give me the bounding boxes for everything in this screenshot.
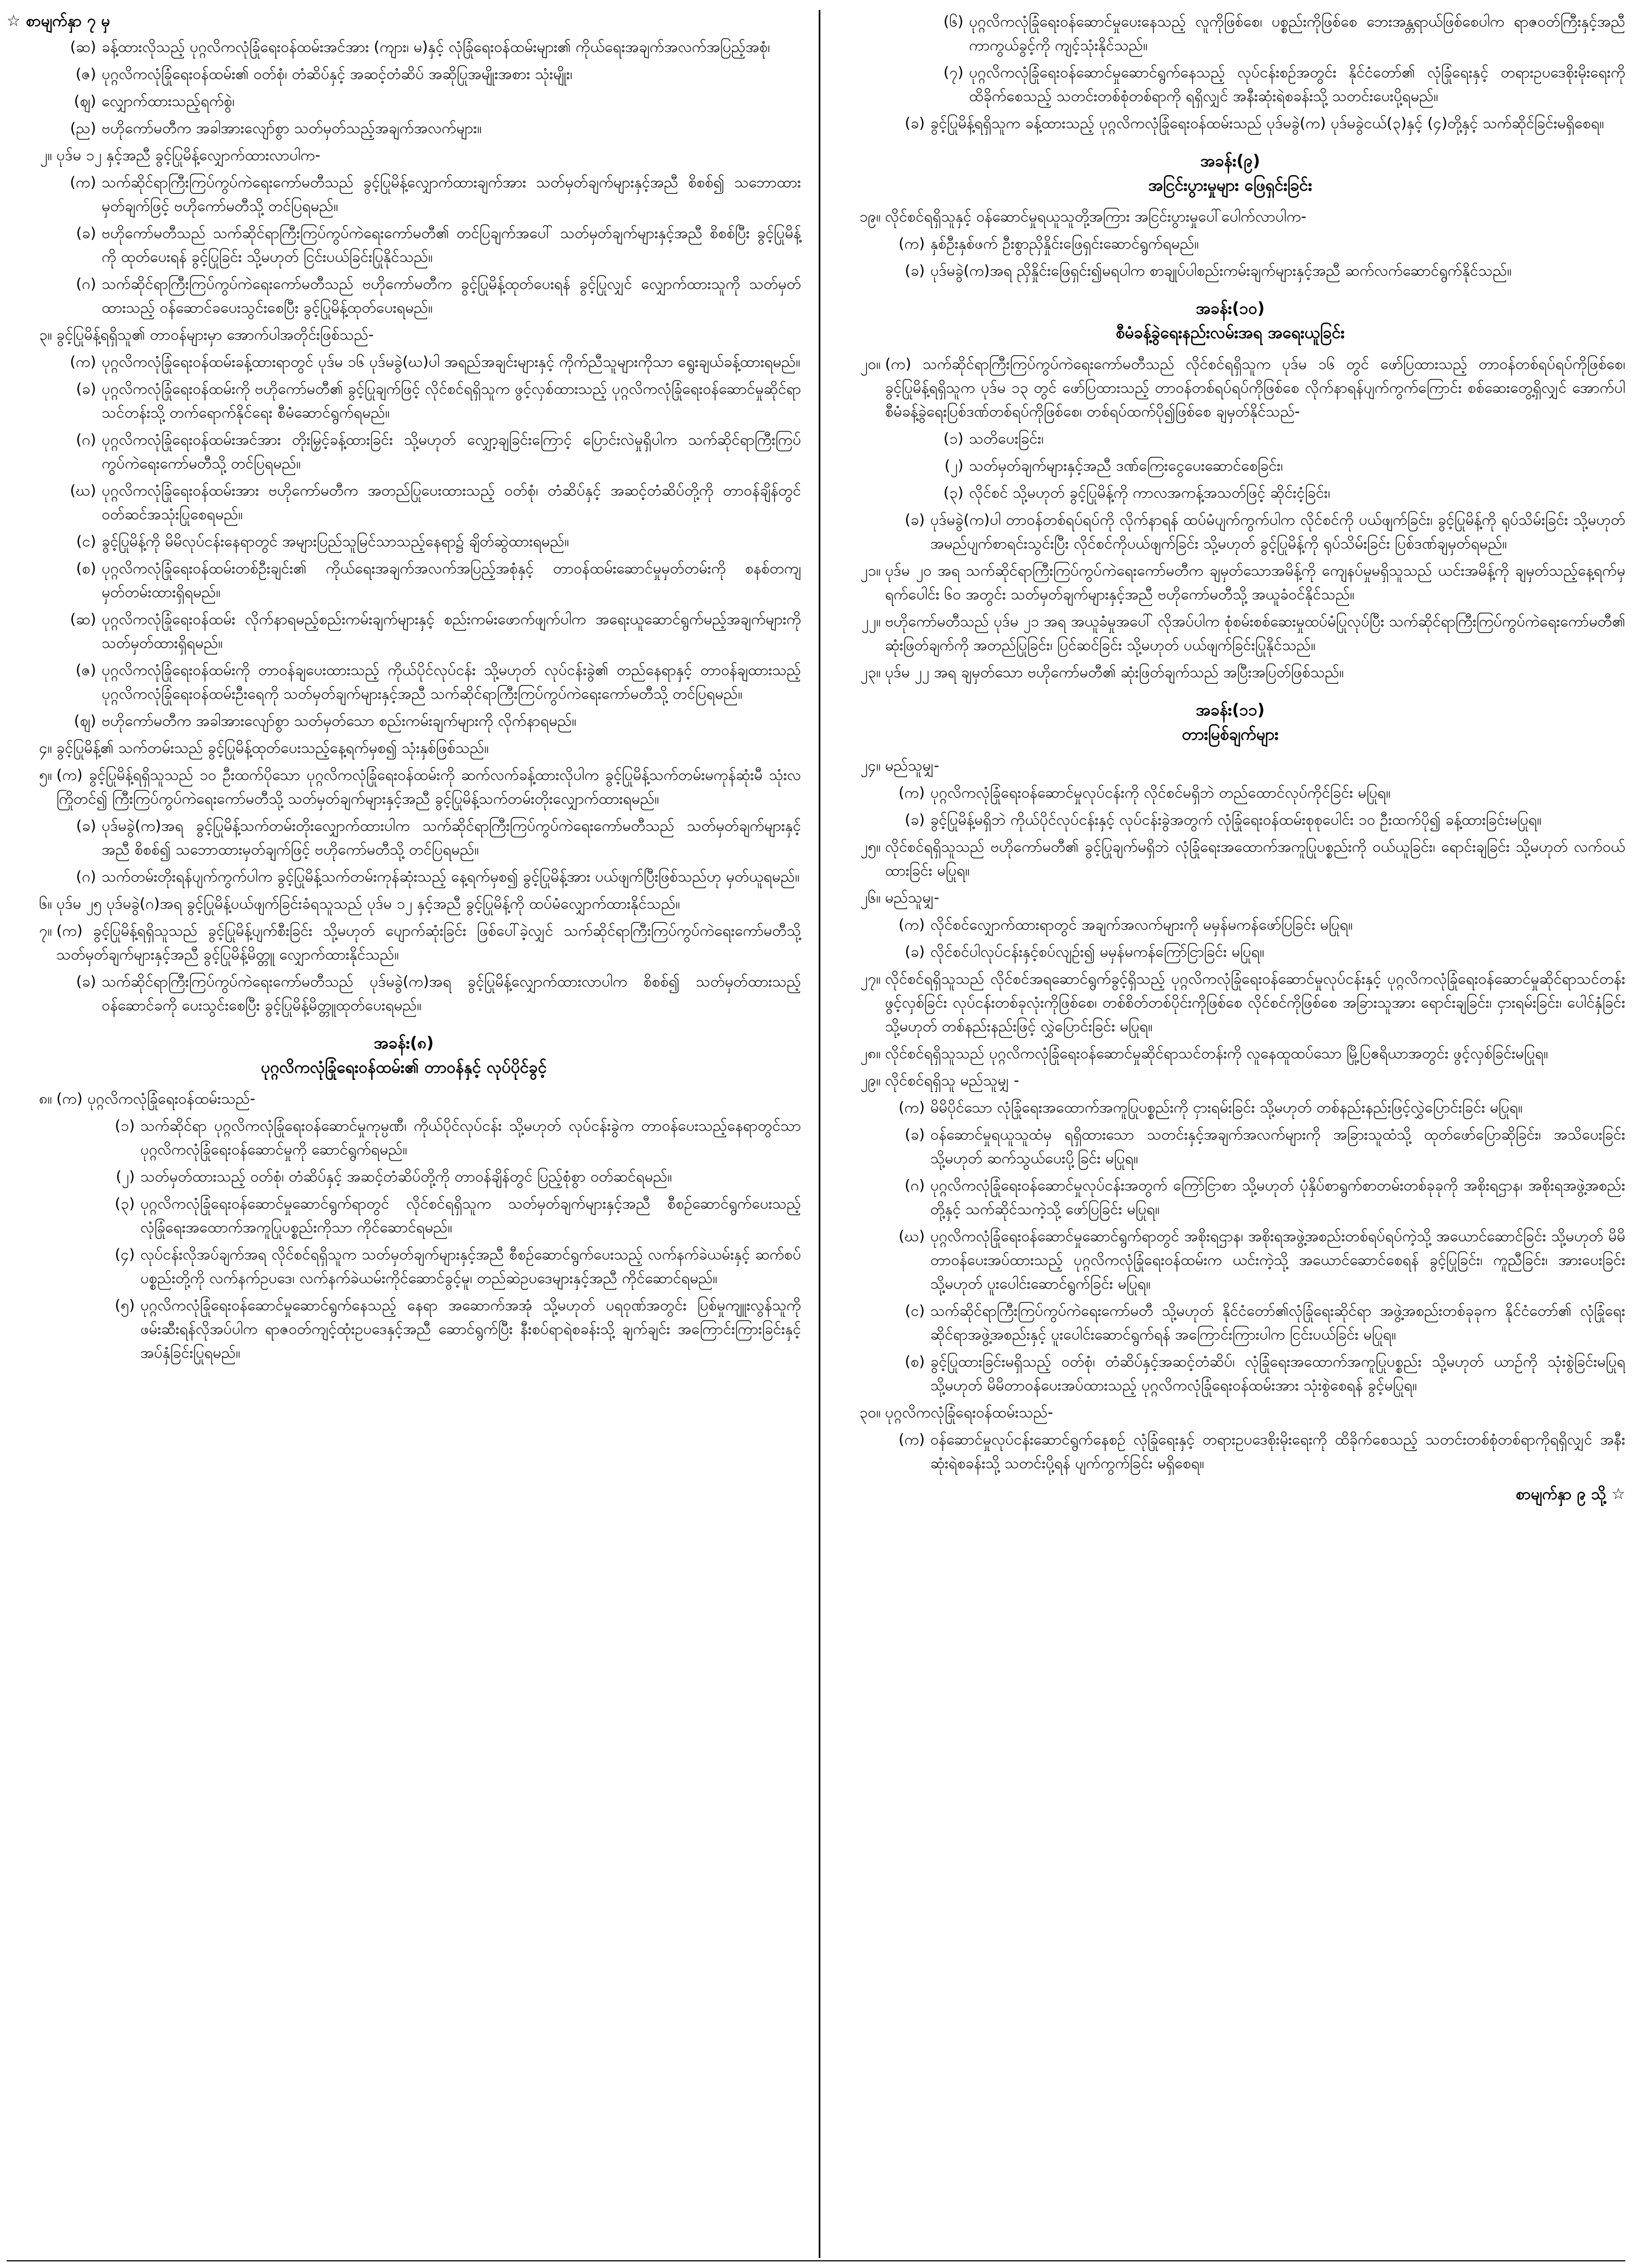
subsection-paragraph xyxy=(7,171,801,218)
clause-number: ၅။ xyxy=(39,767,52,784)
clause-number: (က) xyxy=(70,174,96,191)
chapter-heading: အခန်း(၁၀) xyxy=(1195,299,1265,318)
clause-number: (၅) xyxy=(114,1297,135,1314)
clause-paragraph xyxy=(7,1114,801,1162)
chapter-heading: အခန်း(၁၁) xyxy=(1195,700,1265,719)
clause-text: ပုဒ်မခွဲ(က)ပါ တာဝန်တစ်ရပ်ရပ်ကို လိုက်နာရန် ထပ်မံပျက်ကွက်ပါက လိုင်စင်ကို ပယ်ဖျက်ခြင်း၊ ခွင့်ပြုမိန့်ကို ရုပ်သိမ်းခြင်း သို့မဟုတ် အမည်ပျက်စာရင်းသွင်းပြီး လိုင်စင်ကိုပယ်ဖျက်ခြင်း သို့မဟုတ် ခွင့်ပြုမိန့်ကို ရုပ်သိမ်းခြင်း ပြစ်ဒဏ်ချမှတ်ရမည်။ xyxy=(930,511,1625,552)
subsection-paragraph xyxy=(7,557,801,604)
clause-text: ခွင့်ပြုမိန့်မရှိဘဲ ကိုယ်ပိုင်လုပ်ငန်းနှင့် လုပ်ငန်းခွဲအတွက် လုံခြုံရေးဝန်ထမ်းစုစုပေါင်း ၁၀ ဦးထက်ပို၍ ခန့်ထားခြင်းမပြုရ။ xyxy=(930,811,1542,829)
clause-text: ပုဂ္ဂလိကလုံခြုံရေးဝန်ထမ်းအင်အား တိုးမြှင့်ခန့်ထားခြင်း သို့မဟုတ် လျှော့ချခြင်းကြောင့် ပြောင်းလဲမှုရှိပါက သက်ဆိုင်ရာကြီးကြပ်ကွပ်ကဲရေးကော်မတီသို့ တင်ပြရမည်။ xyxy=(102,431,801,472)
clause-number: (ခ) xyxy=(904,511,925,529)
subsection-paragraph xyxy=(835,1174,1625,1221)
clause-number: (စ) xyxy=(76,560,96,577)
clause-text: ပုဂ္ဂလိကလုံခြုံရေးဝန်ဆောင်မှုဆောင်ရွက်နေသည့် နေရာ အဆောက်အအုံ သို့မဟုတ် ပရဝုဏ်အတွင်း ပြစ်မှုကျူးလွန်သူကို ဖမ်းဆီးရန်လိုအပ်ပါက ရာဇဝတ်ကျင့်ထုံးဥပဒေနှင့်အညီ ဆောင်ရွက်ပြီး နီးစပ်ရာရဲစခန်းသို့ ချက်ချင်း အကြောင်းကြားခြင်းနှင့် အပ်နှံခြင်းပြုရမည်။ xyxy=(140,1297,801,1362)
clause-text: လိုင်စင်ရရှိသူသည် ပုဂ္ဂလိကလုံခြုံရေးဝန်ဆောင်မှုဆိုင်ရာသင်တန်းကို လူနေထူထပ်သော မြို့ပြဧရိယာအတွင်း ဖွင့်လှစ်ခြင်းမပြုရ။ xyxy=(885,1045,1548,1062)
clause-text: ပုဂ္ဂလိကလုံခြုံရေးဝန်ဆောင်မှုဆောင်ရွက်ရာတွင် လိုင်စင်ရရှိသူက သတ်မှတ်ချက်များနှင့်အညီ စီစဉ်ဆောင်ရွက်ပေးသည့် လုံခြုံရေးအထောက်အကူပြုပစ္စည်းကိုသာ ကိုင်ဆောင်ရမည်။ xyxy=(140,1195,801,1236)
clause-text: ဗဟိုကော်မတီက အခါအားလျော်စွာ သတ်မှတ်သည့်အချက်အလက်များ။ xyxy=(102,120,482,137)
subsection-paragraph xyxy=(835,1299,1625,1347)
subsection-paragraph xyxy=(835,259,1625,283)
clause-number: (ဇ) xyxy=(75,662,96,679)
clause-text: ပုဂ္ဂလိကလုံခြုံရေးဝန်ထမ်းခန့်ထားရာတွင် ပုဒ်မ ၁၆ ပုဒ်မခွဲ(ဃ)ပါ အရည်အချင်းများနှင့် ကိုက်ညီသူများကိုသာ ရွေးချယ်ခန့်ထားရမည်။ xyxy=(102,354,800,371)
section-paragraph xyxy=(835,754,1625,778)
clause-number: (ခ) xyxy=(76,973,96,990)
clause-number: ၂၉။ xyxy=(860,1072,881,1089)
clause-text: ခွင့်ပြုမိန့်ရရှိသူ၏ တာဝန်များမှာ အောက်ပါအတိုင်းဖြစ်သည်- xyxy=(56,326,374,344)
clause-text: မည်သူမျှ- xyxy=(885,889,940,906)
clause-number: ၂၄။ xyxy=(860,757,881,774)
clause-text: သက်ဆိုင်ရာ ပုဂ္ဂလိကလုံခြုံရေးဝန်ဆောင်မှုကုမ္ပဏီ၊ ကိုယ်ပိုင်လုပ်ငန်း သို့မဟုတ် လုပ်ငန်းခွဲက တာဝန်ပေးသည့်နေရာတွင်သာ ပုဂ္ဂလိကလုံခြုံရေးဝန်ဆောင်မှုကို ဆောင်ရွက်ရမည်။ xyxy=(140,1117,801,1158)
clause-text: ပုဂ္ဂလိကလုံခြုံရေးဝန်ဆောင်မှုဆောင်ရွက်နေသည့် လုပ်ငန်းစဉ်အတွင်း နိုင်ငံတော်၏ လုံခြုံရေးနှင့် တရားဥပဒေစိုးမိုးရေးကို ထိခိုက်စေသည့် သတင်းတစ်စုံတစ်ရာကို ရရှိလျှင် အနီးဆုံးရဲစခန်းသို့ သတင်းပေးပို့ရမည်။ xyxy=(969,64,1625,105)
subsection-paragraph xyxy=(7,89,801,113)
clause-number: ၂၇။ xyxy=(860,971,881,988)
clause-text: ဝန်ဆောင်မှုရယူသူထံမှ ရရှိထားသော သတင်းနှင့်အချက်အလက်များကို အခြားသူထံသို့ ထုတ်ဖော်ပြောဆိုခြင်း၊ အသိပေးခြင်း သို့မဟုတ် ဆက်သွယ်ပေးပို့ခြင်း မပြုရ။ xyxy=(930,1126,1625,1167)
section-paragraph xyxy=(835,1069,1625,1093)
clause-text: (က) ပုဂ္ဂလိကလုံခြုံရေးဝန်ထမ်းသည်- xyxy=(56,1090,256,1107)
clause-number: (ဃ) xyxy=(70,482,96,499)
subsection-paragraph xyxy=(835,913,1625,937)
clause-number: ၄။ xyxy=(39,740,52,757)
chapter-heading: အခန်း(၉) xyxy=(1200,151,1261,170)
subsection-paragraph xyxy=(7,608,801,655)
clause-text: လိုင်စင် သို့မဟုတ် ခွင့်ပြုမိန့်ကို ကာလအကန့်အသတ်ဖြင့် ဆိုင်းငံ့ခြင်း၊ xyxy=(969,484,1330,502)
clause-number: (င) xyxy=(76,533,96,550)
clause-text: ပုဂ္ဂလိကလုံခြုံရေးဝန်ထမ်း လိုက်နာရမည့်စည်းကမ်းချက်များနှင့် စည်းကမ်းဖောက်ဖျက်ပါက အရေးယူဆောင်ရွက်မည့်အချက်များကို သတ်မှတ်ထားရှိရမည်။ xyxy=(102,611,801,652)
clause-text: ခွင့်ပြုမိန့်ရရှိသူက ခန့်ထားသည့် ပုဂ္ဂလိကလုံခြုံရေးဝန်ထမ်းသည် ပုဒ်မခွဲ(က) ပုဒ်မခွဲငယ်(၃)နှင့် (၄)တို့နှင့် သက်ဆိုင်ခြင်းမရှိစေရ။ xyxy=(930,115,1604,132)
clause-text: လိုင်စင်ရရှိသူနှင့် ဝန်ဆောင်မှုရယူသူတို့အကြား အငြင်းပွားမှုပေါ်ပေါက်လာပါက- xyxy=(885,208,1307,225)
clause-text: သက်ဆိုင်ရာကြီးကြပ်ကွပ်ကဲရေးကော်မတီ သို့မဟုတ် နိုင်ငံတော်၏လုံခြုံရေးဆိုင်ရာ အဖွဲ့အစည်းတစ်ခုခုက နိုင်ငံတော်၏ လုံခြုံရေးဆိုင်ရာအဖွဲ့အစည်းနှင့် ပူးပေါင်းဆောင်ရွက်ရန် အကြောင်းကြားပါက ငြင်းပယ်ခြင်း မပြုရ။ xyxy=(930,1302,1625,1343)
clause-text: သက်ဆိုင်ရာကြီးကြပ်ကွပ်ကဲရေးကော်မတီသည် ဗဟိုကော်မတီက ခွင့်ပြုမိန့်ထုတ်ပေးရန် ခွင့်ပြုလျှင် လျှောက်ထားသူကို သတ်မှတ်ထားသည့် ဝန်ဆောင်ခပေးသွင်းစေပြီး ခွင့်ပြုမိန့်ထုတ်ပေးရမည်။ xyxy=(102,276,801,317)
clause-text: ဝန်ဆောင်မှုလုပ်ငန်းဆောင်ရွက်နေစဉ် လုံခြုံရေးနှင့် တရားဥပဒေစိုးမိုးရေးကို ထိခိုက်စေသည့် သတင်းတစ်စုံတစ်ရာကိုရရှိလျှင် အနီးဆုံးရဲစခန်းသို့ သတင်းပို့ရန် ပျက်ကွက်ခြင်း မရှိစေရ။ xyxy=(930,1431,1625,1472)
chapter-title: အငြင်းပွားမှုများ ဖြေရှင်းခြင်း xyxy=(1148,176,1313,194)
clause-text: လိုင်စင်ရရှိသူ မည်သူမျှ - xyxy=(885,1072,1019,1089)
clause-text: ပုဒ်မခွဲ(က)အရ ညှိနှိုင်းဖြေရှင်း၍မရပါက စာချုပ်ပါစည်းကမ်းချက်များနှင့်အညီ ဆက်လက်ဆောင်ရွက်နိုင်သည်။ xyxy=(930,262,1512,279)
clause-text: သတိပေးခြင်း၊ xyxy=(969,430,1044,447)
clause-number: ၃၀။ xyxy=(859,1404,881,1421)
page-bottom-rule xyxy=(7,2260,1625,2261)
clause-text: ခွင့်ပြုထားခြင်းမရှိသည့် ဝတ်စုံ၊ တံဆိပ်နှင့်အဆင့်တံဆိပ်၊ လုံခြုံရေးအထောက်အကူပြုပစ္စည်း သို့မဟုတ် ယာဉ်ကို သုံးစွဲခြင်းမပြုရ သို့မဟုတ် မိမိတာဝန်ပေးအပ်ထားသည့် ပုဂ္ဂလိကလုံခြုံရေးဝန်ထမ်းအား သုံးစွဲစေရန် ခွင့်မပြုရ။ xyxy=(930,1353,1625,1394)
clause-text: ပုဂ္ဂလိကလုံခြုံရေးဝန်ဆောင်မှုပေးနေသည့် လူကိုဖြစ်စေ၊ ပစ္စည်းကိုဖြစ်စေ ဘေးအန္တရာယ်ဖြစ်စေပါက ရာဇဝတ်ကြီးနှင့်အညီ ကာကွယ်ခွင့်ကို ကျင့်သုံးနိုင်သည်။ xyxy=(969,13,1625,54)
clause-text: လိုင်စင်ရရှိသူသည် လိုင်စင်အရဆောင်ရွက်ခွင့်ရှိသည့် ပုဂ္ဂလိကလုံခြုံရေးဝန်ဆောင်မှုလုပ်ငန်းနှင့် ပုဂ္ဂလိကလုံခြုံရေးဝန်ဆောင်မှုဆိုင်ရာသင်တန်းဖွင့်လှစ်ခြင်း လုပ်ငန်းတစ်ခုလုံးကိုဖြစ်စေ၊ တစ်စိတ်တစ်ပိုင်းကိုဖြစ်စေ လိုင်စင်ကိုဖြစ်စေ အခြားသူအား ရောင်းချခြင်း၊ ငှားရမ်းခြင်း၊ ပေါင်နှံခြင်း သို့မဟုတ် တစ်နည်းနည်းဖြင့် လွှဲပြောင်းခြင်း မပြုရ။ xyxy=(885,971,1625,1035)
clause-text: လိုင်စင်ရရှိသူသည် ဗဟိုကော်မတီ၏ ခွင့်ပြုချက်မရှိဘဲ လုံခြုံရေးအထောက်အကူပြုပစ္စည်းကို ဝယ်ယူခြင်း၊ ရောင်းချခြင်း သို့မဟုတ် လက်ဝယ်ထားခြင်း မပြုရ။ xyxy=(885,838,1625,879)
clause-text: သက်တမ်းတိုးရန်ပျက်ကွက်ပါက ခွင့်ပြုမိန့်သက်တမ်းကုန်ဆုံးသည့် နေ့ရက်မှစ၍ ခွင့်ပြုမိန့်အား ပယ်ဖျက်ပြီးဖြစ်သည်ဟု မှတ်ယူရမည်။ xyxy=(102,868,800,885)
clause-number: (၁) xyxy=(943,430,963,447)
section-paragraph xyxy=(835,610,1625,657)
section-paragraph xyxy=(835,886,1625,910)
clause-number: ၂၀။ xyxy=(860,356,881,373)
clause-text: ပုဂ္ဂလိကလုံခြုံရေးဝန်ဆောင်မှုလုပ်ငန်းအတွက် ကြော်ငြာစာ သို့မဟုတ် ပုံနှိပ်စာရွက်စာတမ်းတစ်ခုခုကို အစိုးရဌာန၊ အစိုးရအဖွဲ့အစည်းတို့နှင့် သက်ဆိုင်သကဲ့သို့ ဖော်ပြခြင်း မပြုရ။ xyxy=(930,1177,1625,1218)
clause-number: ၂၈။ xyxy=(860,1045,881,1062)
clause-number: (၁) xyxy=(114,1117,135,1135)
clause-number: (ခ) xyxy=(76,817,96,835)
clause-paragraph xyxy=(7,1165,801,1189)
clause-number: (၇) xyxy=(943,64,963,81)
clause-paragraph xyxy=(835,427,1625,451)
clause-text: ပုဂ္ဂလိကလုံခြုံရေးဝန်ထမ်းတစ်ဦးချင်း၏ ကိုယ်ရေးအချက်အလက်အပြည့်အစုံနှင့် တာဝန်ထမ်းဆောင်မှုမှတ်တမ်းကို စနစ်တကျမှတ်တမ်းထားရှိရမည်။ xyxy=(102,560,801,601)
clause-text: သက်ဆိုင်ရာကြီးကြပ်ကွပ်ကဲရေးကော်မတီသည် ပုဒ်မခွဲ(က)အရ ခွင့်ပြုမိန့်လျှောက်ထားလာပါက စိစစ်၍ သတ်မှတ်ထားသည့်ဝန်ဆောင်ခကို ပေးသွင်းစေပြီး ခွင့်ပြုမိန့်မိတ္တူထုတ်ပေးရမည်။ xyxy=(102,973,801,1014)
subsection-paragraph xyxy=(7,428,801,476)
clause-text: ပုဂ္ဂလိကလုံခြုံရေးဝန်ဆောင်မှုဆောင်ရွက်ရာတွင် အစိုးရဌာန၊ အစိုးရအဖွဲ့အစည်းတစ်ရပ်ရပ်ကဲ့သို့ အယောင်ဆောင်ခြင်း သို့မဟုတ် မိမိတာဝန်ပေးအပ်ထားသည့် ပုဂ္ဂလိကလုံခြုံရေးဝန်ထမ်းက ယင်းကဲ့သို့ အယောင်ဆောင်စေရန် ခွင့်ပြုခြင်း၊ ကူညီခြင်း၊ အားပေးခြင်း သို့မဟုတ် ပူးပေါင်းဆောင်ရွက်ခြင်း မပြုရ။ xyxy=(930,1228,1625,1293)
section-paragraph xyxy=(7,144,801,167)
clause-number: (၆) xyxy=(943,13,963,30)
clause-number: (က) xyxy=(898,235,925,252)
clause-number: (ဈ) xyxy=(73,713,96,730)
clause-text: ဗဟိုကော်မတီသည် ပုဒ်မ ၂၁ အရ အယူခံမှုအပေါ် လိုအပ်ပါက စုံစမ်းစစ်ဆေးမှုထပ်မံပြုလုပ်ပြီး သက်ဆိုင်ရာကြီးကြပ်ကွပ်ကဲရေးကော်မတီ၏ ဆုံးဖြတ်ချက်ကို အတည်ပြုခြင်း၊ ပြင်ဆင်ခြင်း သို့မဟုတ် ပယ်ဖျက်ခြင်းပြုနိုင်သည်။ xyxy=(885,613,1625,654)
clause-number: (ဇ) xyxy=(75,66,96,83)
clause-number: (က) xyxy=(898,1431,925,1448)
chapter-heading: အခန်း(၈) xyxy=(373,1033,434,1052)
clause-number: (ဆ) xyxy=(70,39,96,56)
subsection-paragraph xyxy=(7,221,801,269)
subsection-paragraph xyxy=(835,1225,1625,1296)
clause-text: မည်သူမျှ- xyxy=(885,757,940,774)
clause-number: (ခ) xyxy=(904,262,925,279)
clause-number: ၂။ xyxy=(40,147,52,164)
clause-paragraph xyxy=(7,1294,801,1365)
clause-number: (ခ) xyxy=(76,381,96,398)
clause-number: (ခ) xyxy=(76,225,96,242)
section-paragraph xyxy=(7,323,801,347)
clause-paragraph xyxy=(7,1243,801,1290)
clause-number: ၁၉။ xyxy=(859,208,881,225)
section-paragraph xyxy=(835,661,1625,684)
clause-text: လျှောက်ထားသည့်ရက်စွဲ၊ xyxy=(102,93,235,110)
clause-number: (ဃ) xyxy=(898,1228,925,1245)
clause-paragraph xyxy=(835,61,1625,108)
left-column xyxy=(7,10,809,2258)
clause-number: ၃။ xyxy=(39,326,52,344)
clause-text: ပုဒ်မ ၂၀ အရ သက်ဆိုင်ရာကြီးကြပ်ကွပ်ကဲရေးကော်မတီက ချမှတ်သောအမိန့်ကို ကျေနပ်မှုမရှိသူသည် ယင်းအမိန့်ကို ချမှတ်သည့်နေ့ရက်မှ ရက်ပေါင်း ၆၀ အတွင်း သတ်မှတ်ချက်များနှင့်အညီ ဗဟိုကော်မတီသို့ အယူခံဝင်နိုင်သည်။ xyxy=(885,562,1625,603)
clause-number: (၂) xyxy=(115,1168,135,1185)
section-paragraph xyxy=(7,736,801,760)
subsection-paragraph xyxy=(7,530,801,553)
subsection-paragraph xyxy=(835,1096,1625,1120)
clause-text: ခန့်ထားလိုသည့် ပုဂ္ဂလိကလုံခြုံရေးဝန်ထမ်းအင်အား (ကျား၊ မ)နှင့် လုံခြုံရေးဝန်ထမ်းများ၏ ကိုယ်ရေးအချက်အလက်အပြည့်အစုံ၊ xyxy=(102,39,770,56)
section-paragraph xyxy=(7,919,801,967)
clause-number: ၂၁။ xyxy=(860,562,881,579)
clause-number: ၆။ xyxy=(39,895,52,913)
subsection-paragraph xyxy=(7,377,801,425)
clause-number: ၂၆။ xyxy=(860,889,881,906)
clause-paragraph xyxy=(7,1192,801,1240)
subsection-paragraph xyxy=(7,350,801,374)
clause-text: ပုဂ္ဂလိကလုံခြုံရေးဝန်ထမ်းကို ဗဟိုကော်မတီ၏ ခွင့်ပြုချက်ဖြင့် လိုင်စင်ရရှိသူက ဖွင့်လှစ်ထားသည့် ပုဂ္ဂလိကလုံခြုံရေးဝန်ဆောင်မှုဆိုင်ရာသင်တန်းသို့ တက်ရောက်နိုင်ရေး စီမံဆောင်ရွက်ရမည်။ xyxy=(102,381,801,421)
clause-number: (ည) xyxy=(70,120,96,137)
clause-number: (၃) xyxy=(114,1195,135,1212)
section-paragraph xyxy=(835,205,1625,229)
clause-text: (က) ခွင့်ပြုမိန့်ရရှိသူသည် ခွင့်ပြုမိန့်ပျက်စီးခြင်း သို့မဟုတ် ပျောက်ဆုံးခြင်း ဖြစ်ပေါ်ခဲ့လျှင် သက်ဆိုင်ရာကြီးကြပ်ကွပ်ကဲရေးကော်မတီသို့ သတ်မှတ်ချက်များနှင့်အညီ ခွင့်ပြုမိန့်မိတ္တူ လျှောက်ထားနိုင်သည်။ xyxy=(56,922,801,963)
column-divider xyxy=(819,10,820,2258)
subsection-paragraph xyxy=(7,35,801,59)
subsection-paragraph xyxy=(835,1428,1625,1475)
clause-number: (ခ) xyxy=(904,1126,925,1143)
section-paragraph xyxy=(835,559,1625,606)
section-paragraph xyxy=(835,967,1625,1038)
clause-number: (ဂ) xyxy=(76,431,96,449)
clause-text: (က) ခွင့်ပြုမိန့်ရရှိသူသည် ၁၀ ဦးထက်ပိုသော ပုဂ္ဂလိကလုံခြုံရေးဝန်ထမ်းကို ဆက်လက်ခန့်ထားလိုပါက ခွင့်ပြုမိန့်သက်တမ်းမကုန်ဆုံးမီ သုံးလကြိုတင်၍ ကြီးကြပ်ကွပ်ကဲရေးကော်မတီသို့ သတ်မှတ်ချက်များနှင့်အညီ ခွင့်ပြုမိန့်သက်တမ်းတိုးလျှောက်ထားရမည်။ xyxy=(56,767,801,808)
subsection-paragraph xyxy=(835,940,1625,964)
clause-paragraph xyxy=(835,454,1625,478)
continued-on-footer: စာမျက်နှာ ၉ သို့ ☆ xyxy=(1515,1485,1625,1503)
clause-text: ဗဟိုကော်မတီသည် သက်ဆိုင်ရာကြီးကြပ်ကွပ်ကဲရေးကော်မတီ၏ တင်ပြချက်အပေါ် သတ်မှတ်ချက်များနှင့်အညီ စိစစ်ပြီး ခွင့်ပြုမိန့်ကို ထုတ်ပေးရန် ခွင့်ပြုခြင်း သို့မဟုတ် ငြင်းပယ်ခြင်းပြုနိုင်သည်။ xyxy=(102,225,801,266)
subsection-paragraph xyxy=(7,865,801,889)
subsection-paragraph xyxy=(835,781,1625,805)
clause-number: ၈။ xyxy=(39,1090,52,1107)
clause-text: ပုဒ်မ ၁၂ နှင့်အညီ ခွင့်ပြုမိန့်လျှောက်ထားလာပါက- xyxy=(56,147,320,164)
clause-text: သက်ဆိုင်ရာကြီးကြပ်ကွပ်ကဲရေးကော်မတီသည် ခွင့်ပြုမိန့်လျှောက်ထားချက်အား သတ်မှတ်ချက်များနှင့်အညီ စိစစ်၍ သဘောထားမှတ်ချက်ဖြင့် ဗဟိုကော်မတီသို့ တင်ပြရမည်။ xyxy=(102,174,801,215)
clause-text: လိုင်စင်ပါလုပ်ငန်းနှင့်စပ်လျဉ်း၍ မမှန်မကန်ကြော်ငြာခြင်း မပြုရ။ xyxy=(930,943,1265,961)
clause-paragraph xyxy=(835,10,1625,57)
clause-number: (ခ) xyxy=(904,115,925,132)
clause-number: (က) xyxy=(898,916,925,933)
section-paragraph xyxy=(835,1401,1625,1425)
clause-text: ပုဂ္ဂလိကလုံခြုံရေးဝန်ဆောင်မှုလုပ်ငန်းကို လိုင်စင်မရှိဘဲ တည်ထောင်လုပ်ကိုင်ခြင်း မပြုရ။ xyxy=(930,784,1390,801)
continued-from-header: ☆ စာမျက်နှာ ၇ မှ xyxy=(7,12,110,30)
subsection-paragraph xyxy=(7,62,801,86)
clause-text: ပုဒ်မ ၂၂ အရ ချမှတ်သော ဗဟိုကော်မတီ၏ ဆုံးဖြတ်ချက်သည် အပြီးအပြတ်ဖြစ်သည်။ xyxy=(885,664,1344,681)
subsection-paragraph xyxy=(835,1123,1625,1170)
clause-text: ပုဒ်မ ၂၅ ပုဒ်မခွဲ(ဂ)အရ ခွင့်ပြုမိန့်ပယ်ဖျက်ခြင်းခံရသူသည် ပုဒ်မ ၁၂ နှင့်အညီ ခွင့်ပြုမိန့်ကို ထပ်မံလျှောက်ထားနိုင်သည်။ xyxy=(56,895,680,913)
clause-text: (က) သက်ဆိုင်ရာကြီးကြပ်ကွပ်ကဲရေးကော်မတီသည် လိုင်စင်ရရှိသူက ပုဒ်မ ၁၆ တွင် ဖော်ပြထားသည့် တာဝန်တစ်ရပ်ရပ်ကိုဖြစ်စေ၊ ခွင့်ပြုမိန့်ရရှိသူက ပုဒ်မ ၁၃ တွင် ဖော်ပြထားသည့် တာဝန်တစ်ရပ်ရပ်ကိုဖြစ်စေ လိုက်နာရန်ပျက်ကွက်ကြောင်း စစ်ဆေးတွေ့ရှိလျှင် အောက်ပါစီမံခန့်ခွဲရေးပြစ်ဒဏ်တစ်ရပ်ကိုဖြစ်စေ၊ တစ်ရပ်ထက်ပို၍ဖြစ်စေ ချမှတ်နိုင်သည်- xyxy=(885,356,1625,420)
clause-number: (ဈ) xyxy=(73,93,96,110)
clause-number: ၂၃။ xyxy=(860,664,881,681)
section-paragraph xyxy=(835,835,1625,883)
clause-number: (၃) xyxy=(943,484,963,502)
subsection-paragraph xyxy=(835,508,1625,556)
subsection-paragraph xyxy=(835,1350,1625,1397)
subsection-paragraph xyxy=(7,709,801,733)
clause-number: ၂၅။ xyxy=(860,838,881,856)
clause-text: ပုဂ္ဂလိကလုံခြုံရေးဝန်ထမ်းကို တာဝန်ချပေးထားသည့် ကိုယ်ပိုင်လုပ်ငန်း သို့မဟုတ် လုပ်ငန်းခွဲ၏ တည်နေရာနှင့် တာဝန်ချထားသည့် ပုဂ္ဂလိကလုံခြုံရေးဝန်ထမ်းဦးရေကို သတ်မှတ်ချက်များနှင့်အညီ သက်ဆိုင်ရာကြီးကြပ်ကွပ်ကဲရေးကော်မတီသို့ တင်ပြရမည်။ xyxy=(102,662,801,703)
clause-text: နှစ်ဦးနှစ်ဖက် ဦးစွာညှိနှိုင်းဖြေရှင်းဆောင်ရွက်ရမည်။ xyxy=(930,235,1199,252)
clause-text: ခွင့်ပြုမိန့်ကို မိမိလုပ်ငန်းနေရာတွင် အများပြည်သူမြင်သာသည့်နေရာ၌ ချိတ်ဆွဲထားရမည်။ xyxy=(102,533,569,550)
clause-text: ပုဂ္ဂလိကလုံခြုံရေးဝန်ထမ်းအား ဗဟိုကော်မတီက အတည်ပြုပေးထားသည့် ဝတ်စုံ၊ တံဆိပ်နှင့် အဆင့်တံဆိပ်တို့ကို တာဝန်ချိန်တွင် ဝတ်ဆင်အသုံးပြုစေရမည်။ xyxy=(102,482,801,523)
clause-text: ဗဟိုကော်မတီက အခါအားလျော်စွာ သတ်မှတ်သော စည်းကမ်းချက်များကို လိုက်နာရမည်။ xyxy=(102,713,577,730)
subsection-paragraph xyxy=(7,970,801,1017)
clause-number: (စ) xyxy=(904,1353,925,1370)
subsection-paragraph xyxy=(835,112,1625,135)
clause-text: မိမိပိုင်သော လုံခြုံရေးအထောက်အကူပြုပစ္စည်းကို ငှားရမ်းခြင်း သို့မဟုတ် တစ်နည်းနည်းဖြင့်လွှဲပြောင်းခြင်း မပြုရ။ xyxy=(930,1099,1523,1116)
clause-number: (ခ) xyxy=(904,811,925,829)
chapter-title: စီမံခန့်ခွဲရေးနည်းလမ်းအရ အရေးယူခြင်း xyxy=(1115,323,1345,342)
right-column xyxy=(830,10,1625,2258)
chapter-title: ပုဂ္ဂလိကလုံခြုံရေးဝန်ထမ်း၏ တာဝန်နှင့် လုပ်ပိုင်ခွင့် xyxy=(261,1058,547,1077)
subsection-paragraph xyxy=(7,272,801,320)
subsection-paragraph xyxy=(7,479,801,526)
clause-text: ပုဂ္ဂလိကလုံခြုံရေးဝန်ထမ်းသည်- xyxy=(885,1404,1053,1421)
clause-text: လုပ်ငန်းလိုအပ်ချက်အရ လိုင်စင်ရရှိသူက သတ်မှတ်ချက်များနှင့်အညီ စီစဉ်ဆောင်ရွက်ပေးသည့် လက်နက်ခဲယမ်းနှင့် ဆက်စပ်ပစ္စည်းတို့ကို လက်နက်ဥပဒေ၊ လက်နက်ခဲယမ်းကိုင်ဆောင်ခွင့်မူ၊ တည်ဆဲဥပဒေများနှင့်အညီ ကိုင်ဆောင်ရမည်။ xyxy=(140,1246,801,1287)
clause-number: ၇။ xyxy=(39,922,52,940)
subsection-paragraph xyxy=(835,808,1625,832)
clause-number: (က) xyxy=(70,354,96,371)
clause-number: ၂၂။ xyxy=(861,613,881,630)
clause-number: (ဂ) xyxy=(76,868,96,885)
subsection-paragraph xyxy=(7,814,801,862)
clause-number: (င) xyxy=(904,1302,925,1320)
clause-number: (ဆ) xyxy=(70,611,96,628)
clause-text: ပုဂ္ဂလိကလုံခြုံရေးဝန်ထမ်း၏ ဝတ်စုံ၊ တံဆိပ်နှင့် အဆင့်တံဆိပ် အဆိုပြုအမျိုးအစား သုံးမျိုး၊ xyxy=(102,66,572,83)
subsection-paragraph xyxy=(7,658,801,706)
clause-number: (ဂ) xyxy=(76,276,96,293)
clause-number: (က) xyxy=(898,1099,925,1116)
chapter-title: တားမြစ်ချက်များ xyxy=(1182,725,1279,743)
clause-text: ခွင့်ပြုမိန့်၏ သက်တမ်းသည် ခွင့်ပြုမိန့်ထုတ်ပေးသည့်နေ့ရက်မှစ၍ သုံးနှစ်ဖြစ်သည်။ xyxy=(56,740,489,757)
clause-text: ပုဒ်မခွဲ(က)အရ ခွင့်ပြုမိန့်သက်တမ်းတိုးလျှောက်ထားပါက သက်ဆိုင်ရာကြီးကြပ်ကွပ်ကဲရေးကော်မတီသည် သတ်မှတ်ချက်များနှင့်အညီ စိစစ်၍ သဘောထားမှတ်ချက်ဖြင့် ဗဟိုကော်မတီသို့ တင်ပြရမည်။ xyxy=(102,817,801,858)
clause-text: လိုင်စင်လျှောက်ထားရာတွင် အချက်အလက်များကို မမှန်မကန်ဖော်ပြခြင်း မပြုရ။ xyxy=(930,916,1353,933)
clause-number: (၄) xyxy=(114,1246,135,1263)
section-paragraph xyxy=(835,1042,1625,1066)
clause-text: သတ်မှတ်ချက်များနှင့်အညီ ဒဏ်ကြေးငွေပေးဆောင်စေခြင်း၊ xyxy=(969,457,1283,474)
subsection-paragraph xyxy=(835,232,1625,256)
subsection-paragraph xyxy=(7,117,801,140)
clause-number: (ခ) xyxy=(904,943,925,961)
section-paragraph xyxy=(7,892,801,916)
clause-text: သတ်မှတ်ထားသည့် ဝတ်စုံ၊ တံဆိပ်နှင့် အဆင့်တံဆိပ်တို့ကို တာဝန်ချိန်တွင် ပြည့်စုံစွာ ဝတ်ဆင်ရမည်။ xyxy=(140,1168,672,1185)
section-paragraph xyxy=(7,1087,801,1111)
clause-number: (က) xyxy=(898,784,925,801)
section-paragraph xyxy=(7,763,801,811)
clause-number: (၂) xyxy=(944,457,963,474)
section-paragraph xyxy=(835,352,1625,424)
clause-number: (ဂ) xyxy=(904,1177,925,1194)
clause-paragraph xyxy=(835,481,1625,505)
